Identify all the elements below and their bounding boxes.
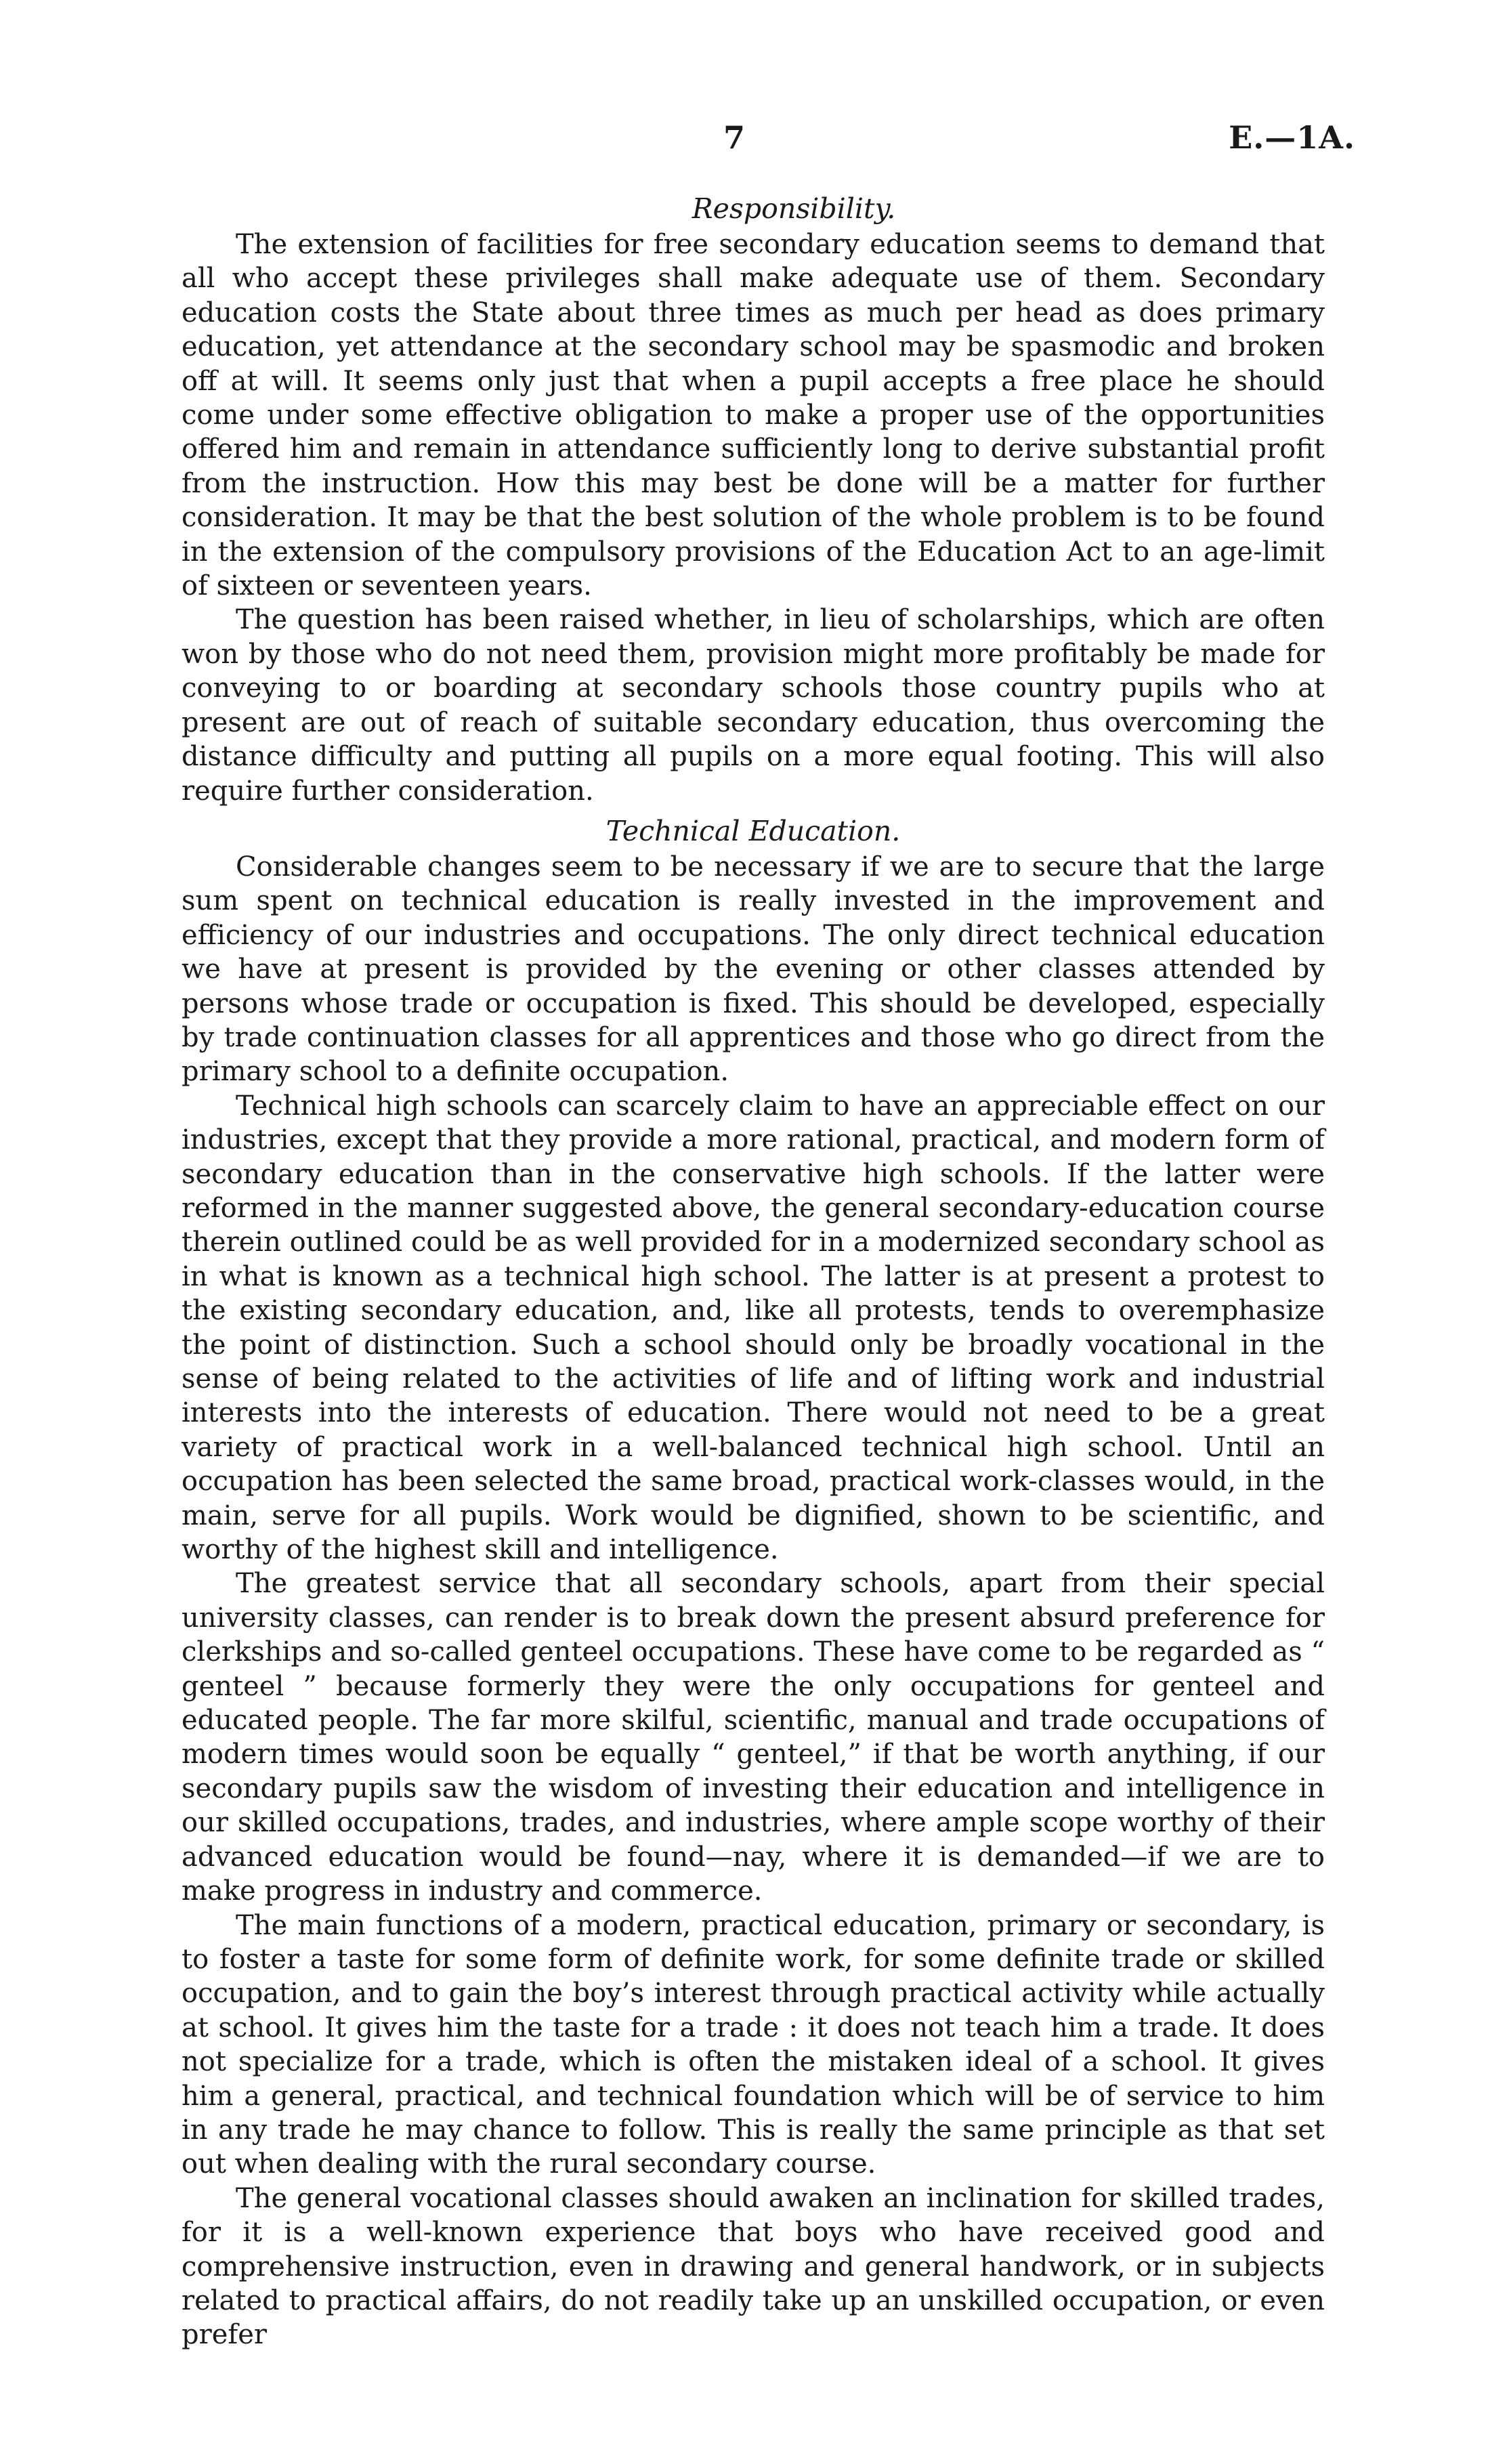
section-responsibility bbox=[182, 191, 1325, 808]
paragraph: The general vocational classes should awaken an inclination for skilled trades, for it is a well-known experience that boys who have received good and comprehensive instruction, even in drawing and general handwork, or in subjects related to practical affairs, do not readily take up an unskilled occupation, or even prefer bbox=[182, 2182, 1325, 2351]
paragraph: Technical high schools can scarcely claim to have an appreciable effect on our industries, except that they provide a more rational, practical, and modern form of secondary education than in the conservative high schools. If the latter were reformed in the manner suggested above, the general secondary-education course therein outlined could be as well provided for in a modernized secondary school as in what is known as a technical high school. The latter is at present a protest to the existing secondary education, and, like all protests, tends to overemphasize the point of distinction. Such a school should only be broadly vocational in the sense of being related to the activities of life and of lifting work and industrial interests into the interests of education. There would not need to be a great variety of practical work in a well-balanced technical high school. Until an occupation has been selected the same broad, practical work-classes would, in the main, serve for all pupils. Work would be dignified, shown to be scientific, and worthy of the highest skill and intelligence. bbox=[182, 1090, 1325, 1566]
page-header bbox=[0, 119, 1488, 167]
document-reference: E.—1A. bbox=[1229, 119, 1355, 156]
paragraph: Considerable changes seem to be necessary if we are to secure that the large sum spent on technical education is really invested in the improvement and efficiency of our industries and occupations. The only direct technical education we have at present is provided by the evening or other classes attended by persons whose trade or occupation is fixed. This should be developed, especially by trade continuation classes for all apprentices and those who go direct from the primary school to a definite occupation. bbox=[182, 851, 1325, 1088]
section-heading: Responsibility. bbox=[692, 192, 896, 225]
paragraph: The question has been raised whether, in lieu of scholarships, which are often won by those who do not need them, provision might more profitably be made for conveying to or boarding at secondary schools those country pupils who at present are out of reach of suitable secondary education, thus overcoming the distance difficulty and putting all pupils on a more equal footing. This will also require further consideration. bbox=[182, 604, 1325, 807]
section-heading: Technical Education. bbox=[605, 814, 901, 847]
paragraph: The greatest service that all secondary schools, apart from their special university classes, can render is to break down the present absurd preference for clerkships and so-called genteel occupations. These have come to be regarded as “ genteel ” because formerly they were the only occupations for genteel and educated people. The far more skilful, scientific, manual and trade occupations of modern times would soon be equally “ genteel,” if that be worth anything, if our secondary pupils saw the wisdom of investing their education and intelligence in our skilled occupations, trades, and industries, where ample scope worthy of their advanced education would be found—nay, where it is demanded—if we are to make progress in industry and commerce. bbox=[182, 1568, 1325, 1907]
paragraph: The extension of facilities for free secondary education seems to demand that all who accept these privileges shall make adequate use of them. Secondary education costs the State about three times as much per head as does primary education, yet attendance at the secondary school may be spasmodic and broken off at will. It seems only just that when a pupil accepts a free place he should come under some effective obligation to make a proper use of the opportunities offered him and remain in attendance sufficiently long to derive substantial profit from the instruction. How this may best be done will be a matter for further consideration. It may be that the best solution of the whole problem is to be found in the extension of the compulsory provisions of the Education Act to an age-limit of sixteen or seventeen years. bbox=[182, 229, 1325, 602]
section-technical-education bbox=[182, 813, 1325, 2352]
paragraph: The main functions of a modern, practical education, primary or secondary, is to foster a taste for some form of definite work, for some definite trade or skilled occupation, and to gain the boy’s interest through practical activity while actually at school. It gives him the taste for a trade : it does not teach him a trade. It does not specialize for a trade, which is often the mistaken ideal of a school. It gives him a general, practical, and technical foundation which will be of service to him in any trade he may chance to follow. This is really the same principle as that set out when dealing with the rural secondary course. bbox=[182, 1909, 1325, 2180]
page-body bbox=[182, 191, 1325, 2352]
page-number: 7 bbox=[723, 119, 746, 156]
